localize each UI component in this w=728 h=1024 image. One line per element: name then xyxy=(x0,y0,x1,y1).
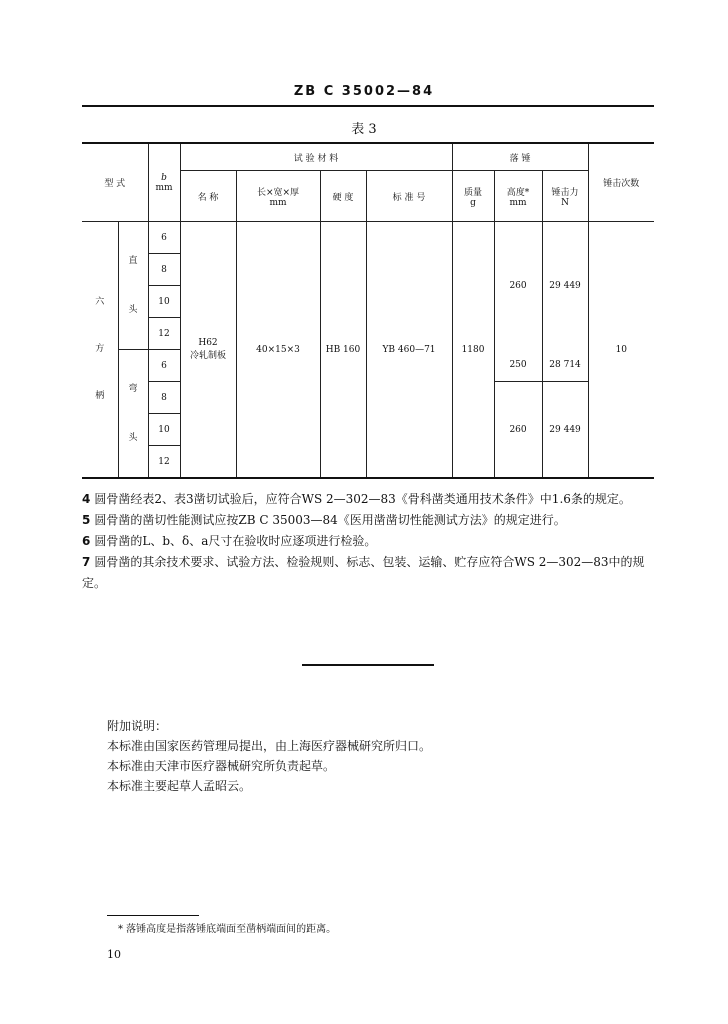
addenda xyxy=(107,716,431,796)
b-value: 12 xyxy=(148,446,180,479)
table-title: 表 3 xyxy=(351,122,377,137)
b-value: 10 xyxy=(148,414,180,446)
header-drop-hammer: 落 锤 xyxy=(452,143,588,171)
footnote-rule xyxy=(107,915,199,916)
b-value: 10 xyxy=(148,286,180,318)
b-value: 8 xyxy=(148,254,180,286)
clauses xyxy=(82,489,656,594)
material-hardness: HB 160 xyxy=(320,222,366,479)
group-hex-handle: 六 方 柄 xyxy=(82,222,118,479)
strike-count-value: 10 xyxy=(588,222,654,479)
header-force: 锤击力 N xyxy=(542,171,588,222)
height-value: 260 xyxy=(494,382,542,479)
force-value: 28 714 xyxy=(542,350,588,382)
clause: 6 圆骨凿的L、b、δ、a尺寸在验收时应逐项进行检验。 xyxy=(82,534,377,548)
header-strike-count: 锤击次数 xyxy=(588,143,654,222)
force-value: 29 449 xyxy=(542,222,588,350)
sub-bent-head: 弯 头 xyxy=(118,350,148,479)
header-height: 高度* mm xyxy=(494,171,542,222)
height-value: 260 xyxy=(494,222,542,350)
page-number: 10 xyxy=(107,948,121,961)
clause: 4 圆骨凿经表2、表3凿切试验后，应符合WS 2—302—83《骨科凿类通用技术条件》中1.6条的规定。 xyxy=(82,492,631,506)
header-b: b mm xyxy=(148,143,180,222)
header-hardness: 硬 度 xyxy=(320,171,366,222)
header-rule xyxy=(82,105,654,107)
header-test-material: 试 验 材 料 xyxy=(180,143,452,171)
b-value: 6 xyxy=(148,222,180,254)
header-type: 型 式 xyxy=(82,143,148,222)
material-name: H62 冷轧制板 xyxy=(180,222,236,479)
height-value: 250 xyxy=(494,350,542,382)
addenda-line: 本标准由国家医药管理局提出，由上海医疗器械研究所归口。 xyxy=(107,739,432,753)
b-value: 6 xyxy=(148,350,180,382)
material-dims: 40×15×3 xyxy=(236,222,320,479)
addenda-line: 本标准由天津市医疗器械研究所负责起草。 xyxy=(107,759,336,773)
header-standard: 标 准 号 xyxy=(366,171,452,222)
test-spec-table xyxy=(82,142,654,479)
b-value: 12 xyxy=(148,318,180,350)
hammer-mass: 1180 xyxy=(452,222,494,479)
force-value: 29 449 xyxy=(542,382,588,479)
document-id: ZB C 35002—84 xyxy=(293,84,435,99)
sub-straight-head: 直 头 xyxy=(118,222,148,350)
header-mass: 质量 g xyxy=(452,171,494,222)
footnote: * 落锤高度是指落锤底端面至凿柄端面间的距离。 xyxy=(118,924,337,935)
section-divider xyxy=(302,664,434,666)
material-standard: YB 460—71 xyxy=(366,222,452,479)
addenda-title: 附加说明： xyxy=(107,719,168,733)
clause: 5 圆骨凿的凿切性能测试应按ZB C 35003—84《医用凿凿切性能测试方法》的规定进行。 xyxy=(82,513,566,527)
header-name: 名 称 xyxy=(180,171,236,222)
b-value: 8 xyxy=(148,382,180,414)
addenda-line: 本标准主要起草人孟昭云。 xyxy=(107,779,252,793)
clause: 7 圆骨凿的其余技术要求、试验方法、检验规则、标志、包装、运输、贮存应符合WS 2—302—83中的规定。 xyxy=(82,555,645,590)
header-dims: 长×宽×厚 mm xyxy=(236,171,320,222)
